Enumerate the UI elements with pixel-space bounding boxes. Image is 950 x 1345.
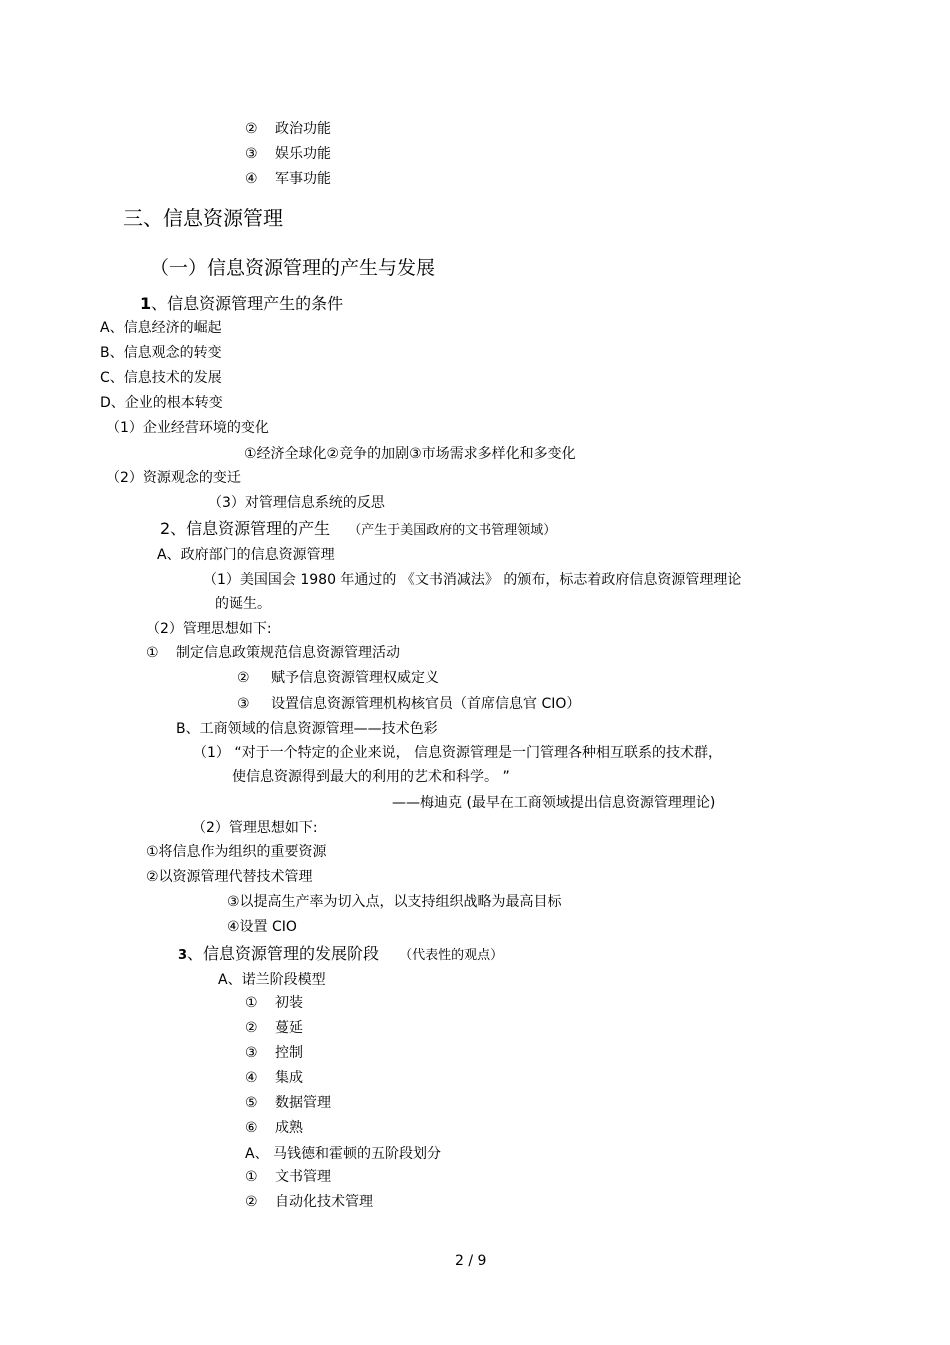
list-item: ① 文书管理 (245, 1169, 331, 1185)
paragraph: （3）对管理信息系统的反思 (208, 495, 385, 511)
heading-origin: 2、信息资源管理的产生 （产生于美国政府的文书管理领域） (160, 519, 557, 538)
list-item: A、信息经济的崛起 (100, 320, 222, 336)
list-item: ② 政治功能 (245, 121, 331, 137)
paragraph: A、政府部门的信息资源管理 (157, 547, 335, 563)
paragraph: （1）企业经营环境的变化 (106, 420, 269, 436)
section-title: 三、信息资源管理 (123, 206, 283, 230)
paragraph: 的诞生。 (215, 596, 271, 612)
list-item: ⑥ 成熟 (245, 1120, 303, 1136)
list-item: ③ 控制 (245, 1045, 303, 1061)
paragraph: A、诺兰阶段模型 (218, 972, 326, 988)
quote-line: 使信息资源得到最大的利用的艺术和科学。 ” (232, 769, 510, 785)
list-item: ② 赋予信息资源管理权威定义 (237, 670, 439, 686)
list-item: ③以提高生产率为切入点，以支持组织战略为最高目标 (227, 894, 562, 910)
list-item: ③ 娱乐功能 (245, 146, 331, 162)
list-item: ④设置 CIO (227, 919, 297, 935)
paragraph: B、工商领域的信息资源管理——技术色彩 (176, 721, 438, 737)
list-item: ②以资源管理代替技术管理 (146, 869, 313, 885)
subsection-title: （一）信息资源管理的产生与发展 (150, 257, 436, 279)
list-item: B、信息观念的转变 (100, 345, 222, 361)
paragraph: （2）管理思想如下: (146, 621, 272, 637)
heading-conditions: 1、信息资源管理产生的条件 (140, 294, 344, 313)
list-item: ④ 军事功能 (245, 171, 331, 187)
page-number: 2 / 9 (455, 1253, 487, 1269)
list-item: ⑤ 数据管理 (245, 1095, 331, 1111)
list-item: ④ 集成 (245, 1070, 303, 1086)
quote-line: （1） “对于一个特定的企业来说， 信息资源管理是一门管理各种相互联系的技术群， (193, 745, 723, 761)
paragraph: （1）美国国会 1980 年通过的 《文书消减法》 的颁布，标志着政府信息资源管理理论 (203, 572, 742, 588)
list-item: ① 制定信息政策规范信息资源管理活动 (146, 645, 400, 661)
list-item: ② 蔓延 (245, 1020, 303, 1036)
heading-stages: 3、信息资源管理的发展阶段 （代表性的观点） (178, 944, 504, 963)
paragraph: （2）资源观念的变迁 (106, 470, 241, 486)
list-item: ③ 设置信息资源管理机构核官员（首席信息官 CIO） (237, 696, 581, 712)
list-item: ① 初装 (245, 995, 303, 1011)
list-item: ② 自动化技术管理 (245, 1194, 373, 1210)
paragraph: ①经济全球化②竞争的加剧③市场需求多样化和多变化 (244, 446, 576, 462)
paragraph: A、 马钱德和霍顿的五阶段划分 (245, 1146, 442, 1162)
list-item: C、信息技术的发展 (100, 370, 222, 386)
paragraph: （2）管理思想如下: (192, 820, 318, 836)
list-item: ①将信息作为组织的重要资源 (146, 844, 327, 860)
list-item: D、企业的根本转变 (100, 395, 223, 411)
quote-attribution: ——梅迪克 (最早在工商领域提出信息资源管理理论) (392, 795, 716, 811)
